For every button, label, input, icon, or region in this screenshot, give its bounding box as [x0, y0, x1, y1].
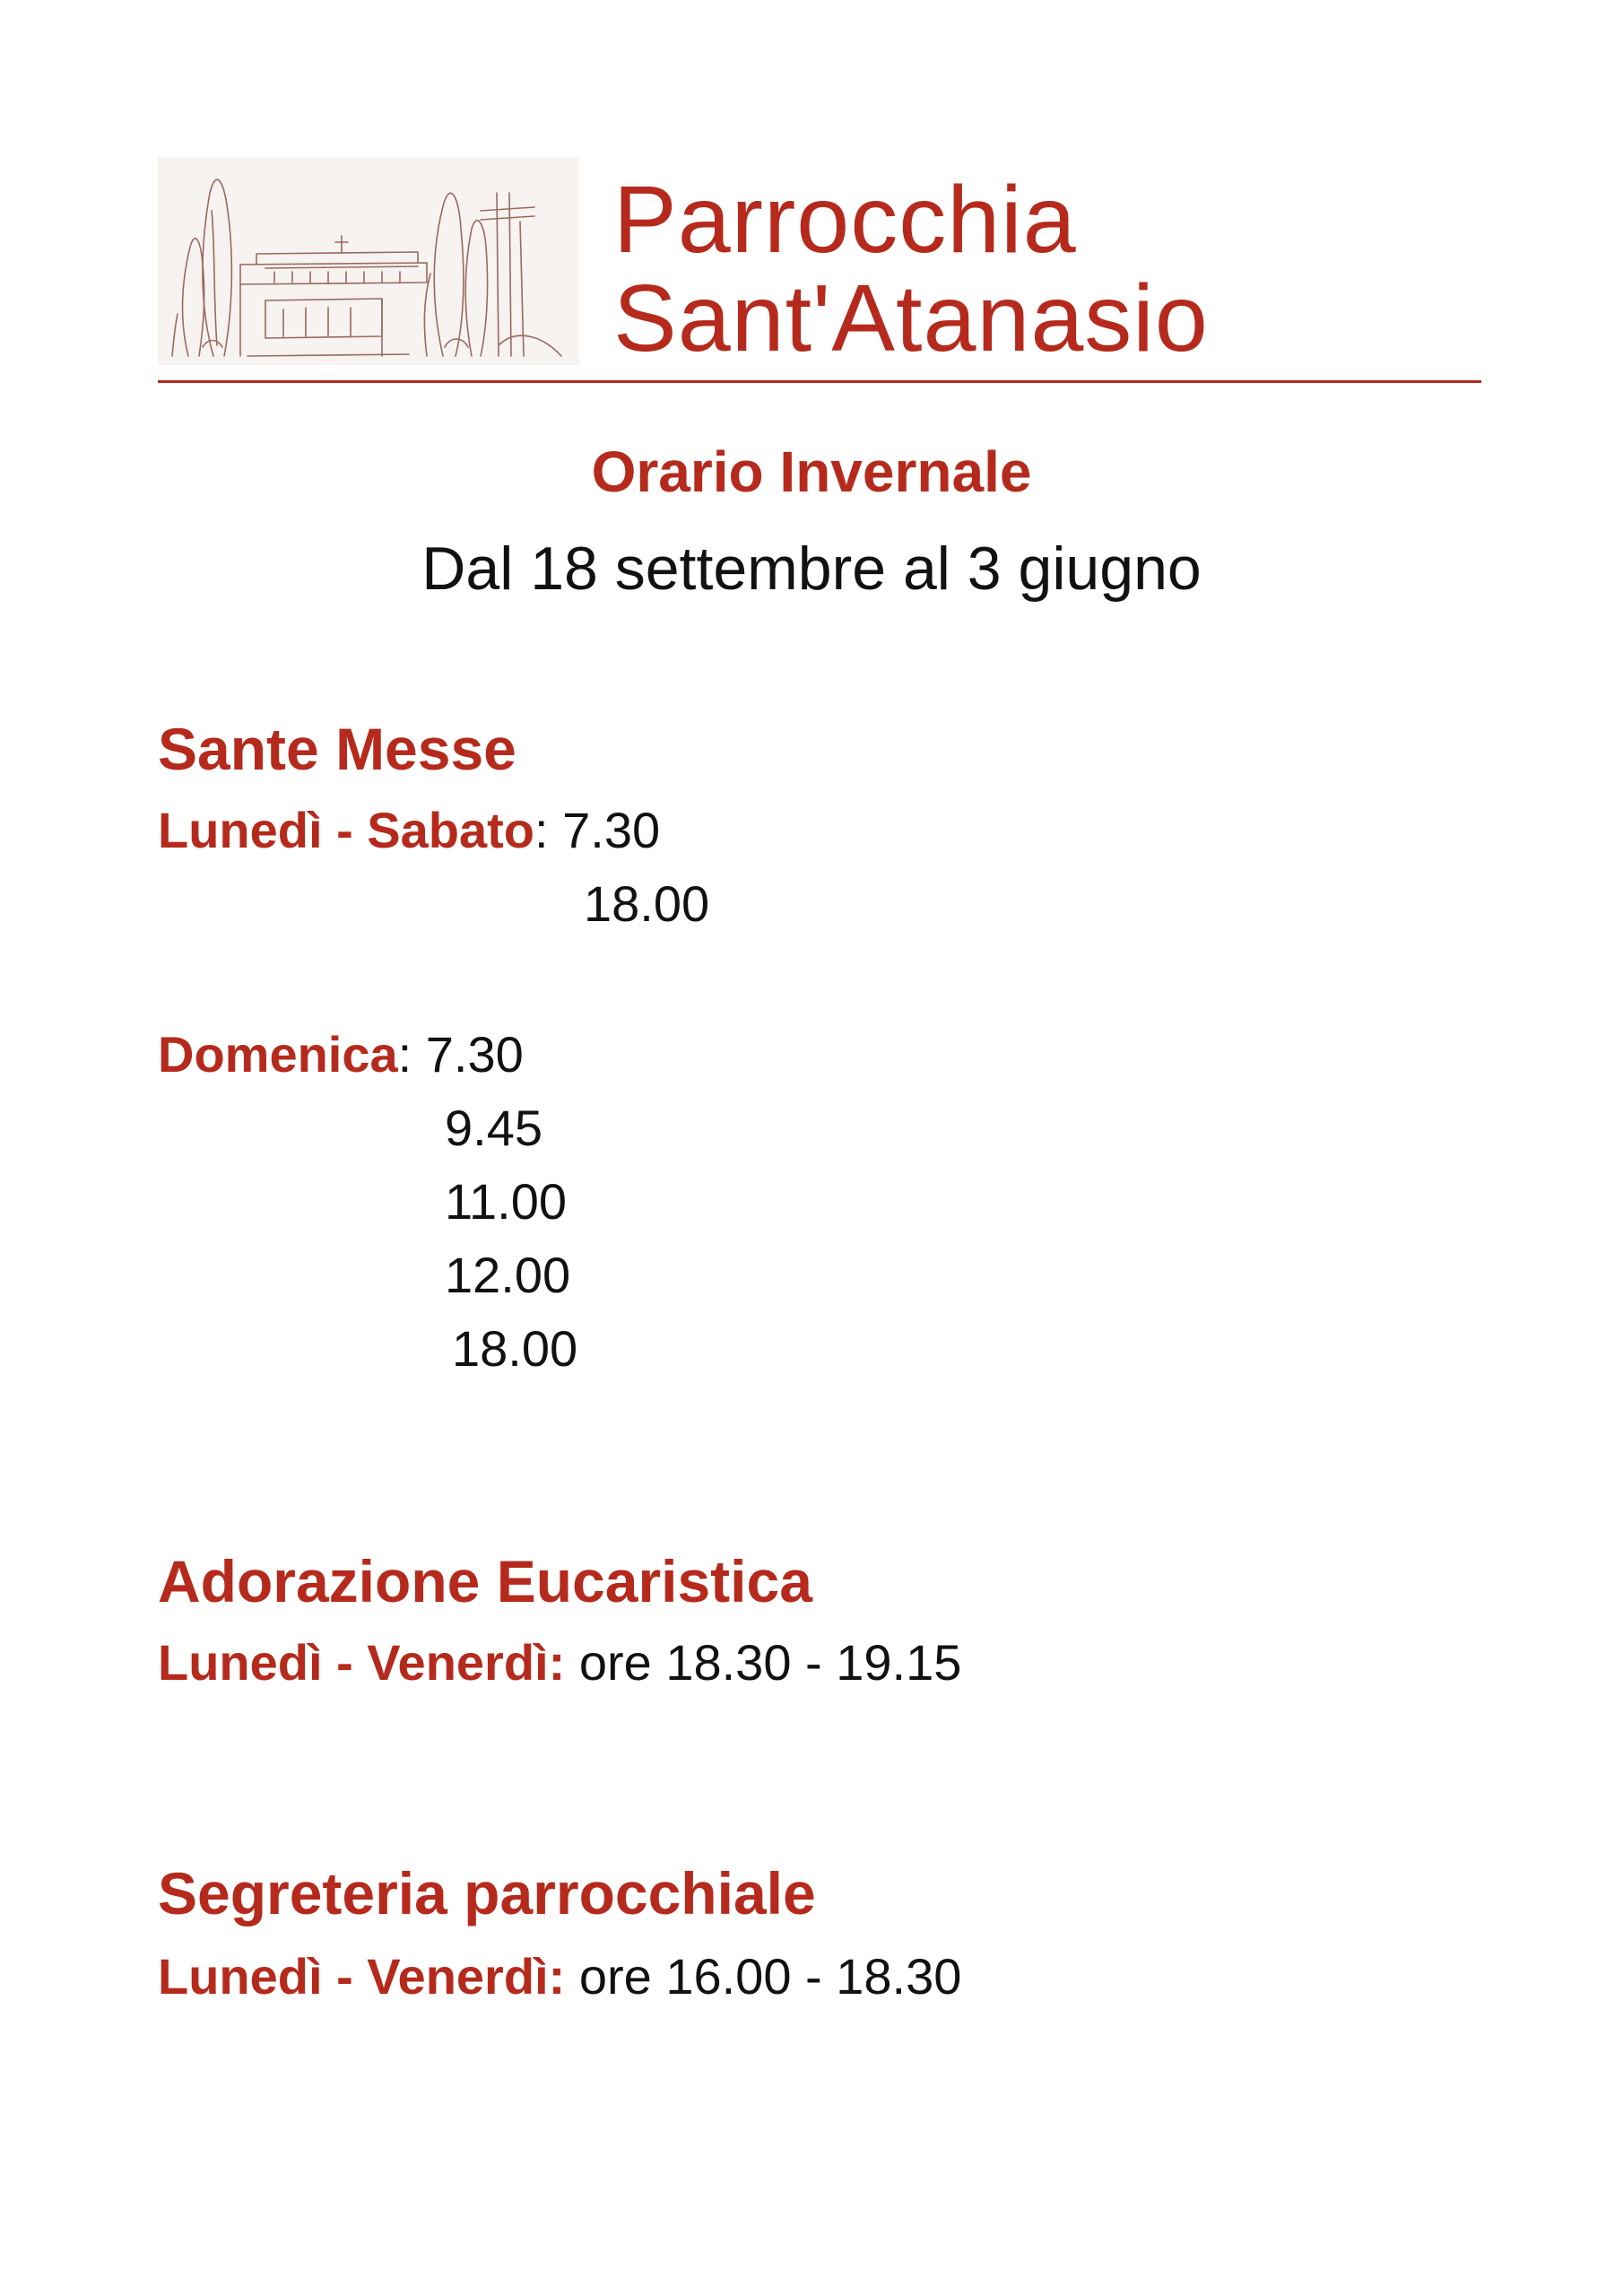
- weekday-time-1: 7.30: [562, 802, 661, 858]
- sunday-time-4: 12.00: [445, 1247, 571, 1303]
- sunday-time-1: 7.30: [425, 1026, 524, 1083]
- office-label: Lunedì - Venerdì:: [158, 1948, 566, 2005]
- office-heading: Segreteria parrocchiale: [158, 1860, 816, 1926]
- header-divider: [158, 380, 1481, 383]
- adoration-time: ore 18.30 - 19.15: [578, 1634, 962, 1691]
- parish-title-line-1: Parrocchia: [613, 167, 1077, 273]
- weekday-time-2: 18.00: [584, 875, 710, 932]
- weekday-row: [158, 802, 661, 858]
- schedule-title: Orario Invernale: [591, 439, 1032, 504]
- office-row: [158, 1948, 962, 2005]
- sunday-label: Domenica: [158, 1026, 398, 1083]
- weekday-label: Lunedì - Sabato: [158, 802, 534, 858]
- sunday-row: [158, 1026, 524, 1083]
- sunday-time-2: 9.45: [445, 1100, 542, 1156]
- weekday-separator: :: [534, 802, 549, 858]
- sunday-time-3: 11.00: [445, 1173, 567, 1230]
- parish-title-line-2: Sant'Atanasio: [613, 265, 1209, 371]
- schedule-period: Dal 18 settembre al 3 giugno: [421, 535, 1202, 603]
- sunday-separator: :: [397, 1026, 412, 1083]
- sunday-time-5: 18.00: [452, 1320, 578, 1377]
- church-sketch-icon: [158, 157, 579, 365]
- office-time: ore 16.00 - 18.30: [578, 1948, 962, 2005]
- adoration-label: Lunedì - Venerdì:: [158, 1634, 566, 1691]
- adoration-row: [158, 1634, 962, 1691]
- masses-heading: Sante Messe: [158, 716, 516, 782]
- adoration-heading: Adorazione Eucaristica: [158, 1548, 812, 1614]
